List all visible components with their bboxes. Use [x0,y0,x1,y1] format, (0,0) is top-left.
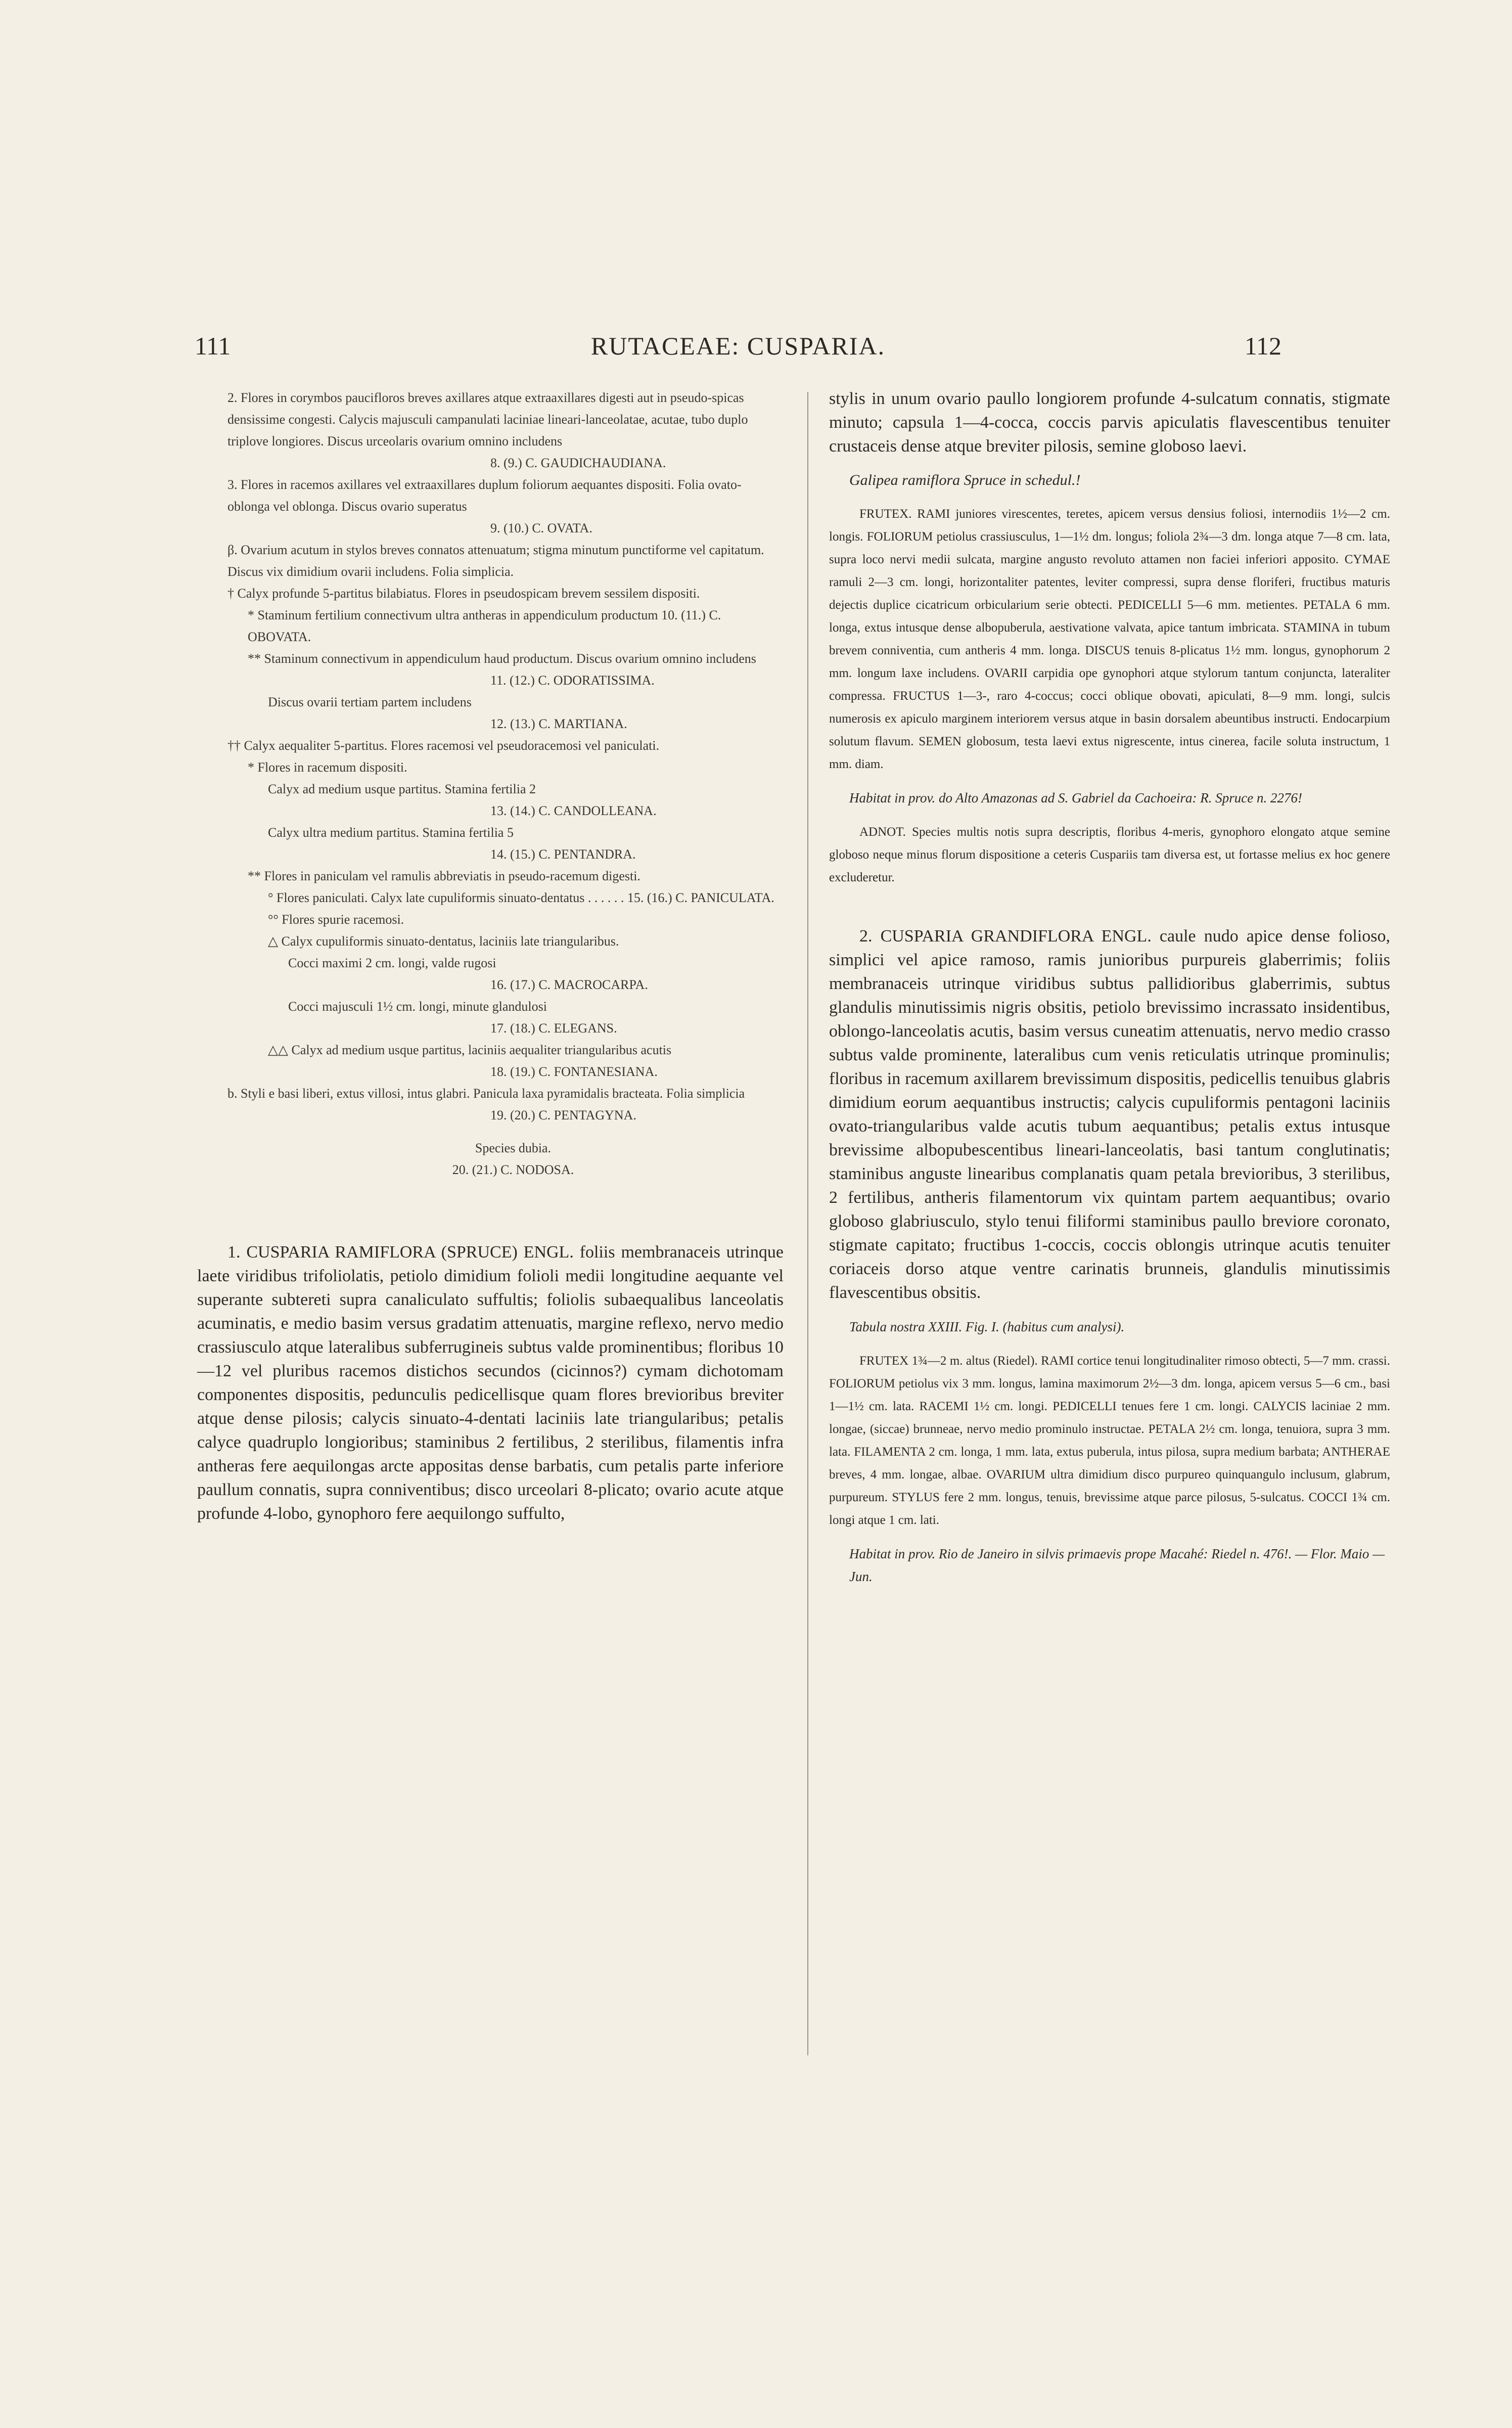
adnotatio [829,821,1390,889]
species-2-description [829,924,1390,1305]
species-1-detail [829,503,1390,776]
continuation-paragraph: stylis in unum ovario paullo longiorem profunde 4-sulcatum connatis, stigmate minuto; capsula 1—4-cocca, coccis parvis apiculatis flavescentibus tenuiter crustaceis dense atque breviter pilosis, semine globoso laevi. [829,389,1390,456]
key-line: * Flores in racemum dispositi. [248,760,407,775]
key-line: 17. (18.) C. ELEGANS. [490,1021,617,1036]
key-line: * Staminum fertilium connectivum ultra antheras in appendiculum productum 10. (11.) C. OBOVATA. [248,608,721,644]
key-line: ** Staminum connectivum in appendiculum haud productum. Discus ovarium omnino includens [248,651,756,666]
key-line: 19. (20.) C. PENTAGYNA. [490,1108,636,1122]
key-line: 2. Flores in corymbos paucifloros breves axillares atque extraaxillares digesti aut in pseudo-spicas densissime congesti. Calycis majusculi campanulati laciniae lineari-lanceolatae, acutae, tubo duplo triplove longiores. Discus urceolaris ovarium omnino includens [227,390,748,448]
key-line: △ Calyx cupuliformis sinuato-dentatus, laciniis late triangularibus. [268,934,619,949]
column-divider [807,392,808,2055]
left-column [197,387,784,1525]
adnot-paragraph: ADNOT. Species multis notis supra descriptis, floribus 4-meris, gynophoro elongato atque semine globoso neque minus florum dispositione a ceteris Cuspariis tam diversa est, ut fortasse melius ex hoc genere excluderetur. [829,825,1390,884]
key-line: β. Ovarium acutum in stylos breves connatos attenuatum; stigma minutum punctiforme vel capitatum. Discus vix dimidium ovarii includens. Folia simplicia. [227,543,764,579]
page-header [195,331,1281,372]
synonym-line: Galipea ramiflora Spruce in schedul.! [849,472,1081,488]
right-column [829,387,1390,1588]
species-dubia-item: 20. (21.) C. NODOSA. [452,1162,574,1177]
key-line: Cocci maximi 2 cm. longi, valde rugosi [288,956,496,970]
key-line: 14. (15.) C. PENTANDRA. [490,847,636,862]
key-line: Calyx ad medium usque partitus. Stamina fertilia 2 [268,782,536,796]
species-dubia-heading: Species dubia. [475,1141,552,1155]
key-line: 11. (12.) C. ODORATISSIMA. [490,673,655,688]
key-line: Cocci majusculi 1½ cm. longi, minute glandulosi [288,999,547,1014]
species-1-continuation [829,387,1390,458]
key-line: ° Flores paniculati. Calyx late cupuliformis sinuato-dentatus . . . . . . 15. (16.) C. PANICULATA. [268,890,774,905]
species-2-paragraph: 2. CUSPARIA GRANDIFLORA ENGL. caule nudo apice dense folioso, simplici vel apice ramoso, ramis junioribus purpureis glaberrimis; foliis membranaceis utrinque viridibus subtus pallidioribus glaberrimis, subtus glandulis minutissimis nigris obsitis, petiolo brevissimo incrassato insidentibus, oblongo-lanceolatis acutis, basim versus cuneatim attenuatis, nervo medio crasso subtus valde prominente, lateralibus cum venis reticulatis utrinque prominulis; floribus in racemum axillarem brevissimum dispositis, pedicellis tenuibus glabris dimidium eorum aequantibus instructis; calycis cupuliformis pentagoni laciniis ovato-triangularibus valde acutis tubum aequantibus; petalis extus intusque brevissime albopubescentibus lineari-lanceolatis, basi tantum conglutinatis; staminibus anguste linearibus complanatis quam petala brevioribus, 3 sterilibus, 2 fertilibus, antheris filamentorum vix quintam partem aequantibus; ovario globoso glabriusculo, stylo tenui filiformi staminibus paullo breviore coronato, stigmate capitato; fructibus 1-coccis, coccis oblongis utrinque acutis tenuiter coriaceis dorso atque ventre carinatis brunneis, glandulis minutissimis flavescentibus obsitis. [829,927,1390,1302]
key-line: 8. (9.) C. GAUDICHAUDIANA. [490,456,666,470]
page-number-right: 112 [1244,332,1281,360]
key-line: 16. (17.) C. MACROCARPA. [490,977,648,992]
key-line: 9. (10.) C. OVATA. [490,521,592,535]
detail-paragraph-2: FRUTEX 1¾—2 m. altus (Riedel). RAMI cortice tenui longitudinaliter rimoso obtecti, 5—7 mm. crassi. FOLIORUM petiolus vix 3 mm. longus, lamina maximorum 2½—3 dm. longa, apicem versus 5—6 cm., basi 1—1½ cm. lata. RACEMI 1½ cm. longi. PEDICELLI tenues fere 1 cm. longi. CALYCIS laciniae 2 mm. longae, (siccae) brunneae, nervo medio prominulo instructae. PETALA 2½ cm. longa, tenuiora, supra 3 mm. lata. FILAMENTA 2 cm. longa, 1 mm. lata, extus puberula, intus pilosa, supra medium barbata; ANTHERAE breves, 4 mm. longae, albae. OVARIUM ultra dimidium disco purpureo quinquangulo inclusum, glabrum, purpureum. STYLUS fere 2 mm. longus, tenuis, brevissime atque parce pilosus, 5-sulcatus. COCCI 1¾ cm. longi atque 1 cm. lati. [829,1354,1390,1527]
key-line: b. Styli e basi liberi, extus villosi, intus glabri. Panicula laxa pyramidalis bracteata. Folia simplicia [227,1086,745,1101]
key-line: Calyx ultra medium partitus. Stamina fertilia 5 [268,825,514,840]
species-1-description [197,1240,784,1525]
key-line: △△ Calyx ad medium usque partitus, laciniis aequaliter triangularibus acutis [268,1043,672,1057]
key-line: †† Calyx aequaliter 5-partitus. Flores racemosi vel pseudoracemosi vel paniculati. [227,738,660,753]
key-line: 3. Flores in racemos axillares vel extraaxillares duplum foliorum aequantes dispositi. Folia ovato-oblonga vel oblonga. Discus ovario superatus [227,477,742,514]
key-line: Discus ovarii tertiam partem includens [268,695,472,709]
page-number-left: 111 [195,332,231,360]
key-line: † Calyx profunde 5-partitus bilabiatus. Flores in pseudospicam brevem sessilem dispositi. [227,586,700,601]
key-line: 13. (14.) C. CANDOLLEANA. [490,803,657,818]
detail-paragraph-1: FRUTEX. RAMI juniores virescentes, teretes, apicem versus densius foliosi, internodiis 1½—2 cm. longis. FOLIORUM petiolus crassiusculus, 1—1½ dm. longus; foliola 2¾—3 dm. longa atque 7—8 cm. lata, supra loco nervi medii sulcata, margine angusto revoluto attamen non faciei inferiori apposito. CYMAE ramuli 2—3 cm. longi, horizontaliter patentes, leviter compressi, supra dense floriferi, fructibus maturis dejectis duplice cicatricum orbicularium serie obtecti. PEDICELLI 5—6 mm. metientes. PETALA 6 mm. longa, extus intusque dense albopuberula, aestivatione valvata, apice tantum imbricata. STAMINA in tubum brevem conniventia, cum antheris 4 mm. longa. DISCUS tenuis 8-plicatus 1½ mm. longus, gynophorum 2 mm. longum laxe includens. OVARII carpidia ope gynophori atque stylorum tantum conjuncta, lateraliter compressa. FRUCTUS 1—3-, raro 4-coccus; cocci oblique obovati, apiculati, 8—9 mm. longi, sulcis numerosis ex apiculo marginem interiorem versus atque in basin dorsalem abeuntibus instructi. Endocarpium solutum flavum. SEMEN globosum, testa laevi extus nigrescente, intus cinerea, facile soluta instructum, 1 mm. diam. [829,507,1390,771]
species-1-paragraph: 1. CUSPARIA RAMIFLORA (SPRUCE) ENGL. foliis membranaceis utrinque laete viridibus trifoliolatis, petiolo dimidium folioli medii longitudine aequante vel superante subtereti supra canaliculato suffultis; foliolis subaequalibus lanceolatis acuminatis, e medio basim versus gradatim attenuatis, margine reflexo, nervo medio crassiusculo atque lateralibus subferrugineis subtus valde prominentibus; floribus 10—12 vel pluribus racemos distichos secundos (cicinnos?) cymam dichotomam componentes dispositis, pedunculis pedicellisque quam flores brevioribus breviter atque dense pilosis; calycis sinuato-4-dentati laciniis late triangularibus; petalis calyce quadruplo longioribus; staminibus 2 fertilibus, 2 sterilibus, filamentis infra antheras fere aequilongas arcte appositas dense barbatis, cum petalis parte inferiore paullum connatis, supra conniventibus; disco urceolari 8-plicato; ovario acute atque profunde 4-lobo, gynophoro fere aequilongo suffulto, [197,1243,784,1523]
key-line: 12. (13.) C. MARTIANA. [490,716,627,731]
key-line: °° Flores spurie racemosi. [268,912,404,927]
tabula-reference: Tabula nostra XXIII. Fig. I. (habitus cum analysi). [849,1319,1125,1334]
identification-key [197,387,784,1126]
species-2-detail [829,1350,1390,1532]
habitat-2: Habitat in prov. Rio de Janeiro in silvis primaevis prope Macahé: Riedel n. 476!. — Flor. Maio — Jun. [849,1546,1385,1584]
species-dubia [197,1137,784,1181]
key-line: ** Flores in paniculam vel ramulis abbreviatis in pseudo-racemum digesti. [248,869,640,883]
running-title: RUTACEAE: CUSPARIA. [590,332,886,360]
habitat-1: Habitat in prov. do Alto Amazonas ad S. Gabriel da Cachoeira: R. Spruce n. 2276! [849,790,1302,805]
key-line: 18. (19.) C. FONTANESIANA. [490,1064,658,1079]
